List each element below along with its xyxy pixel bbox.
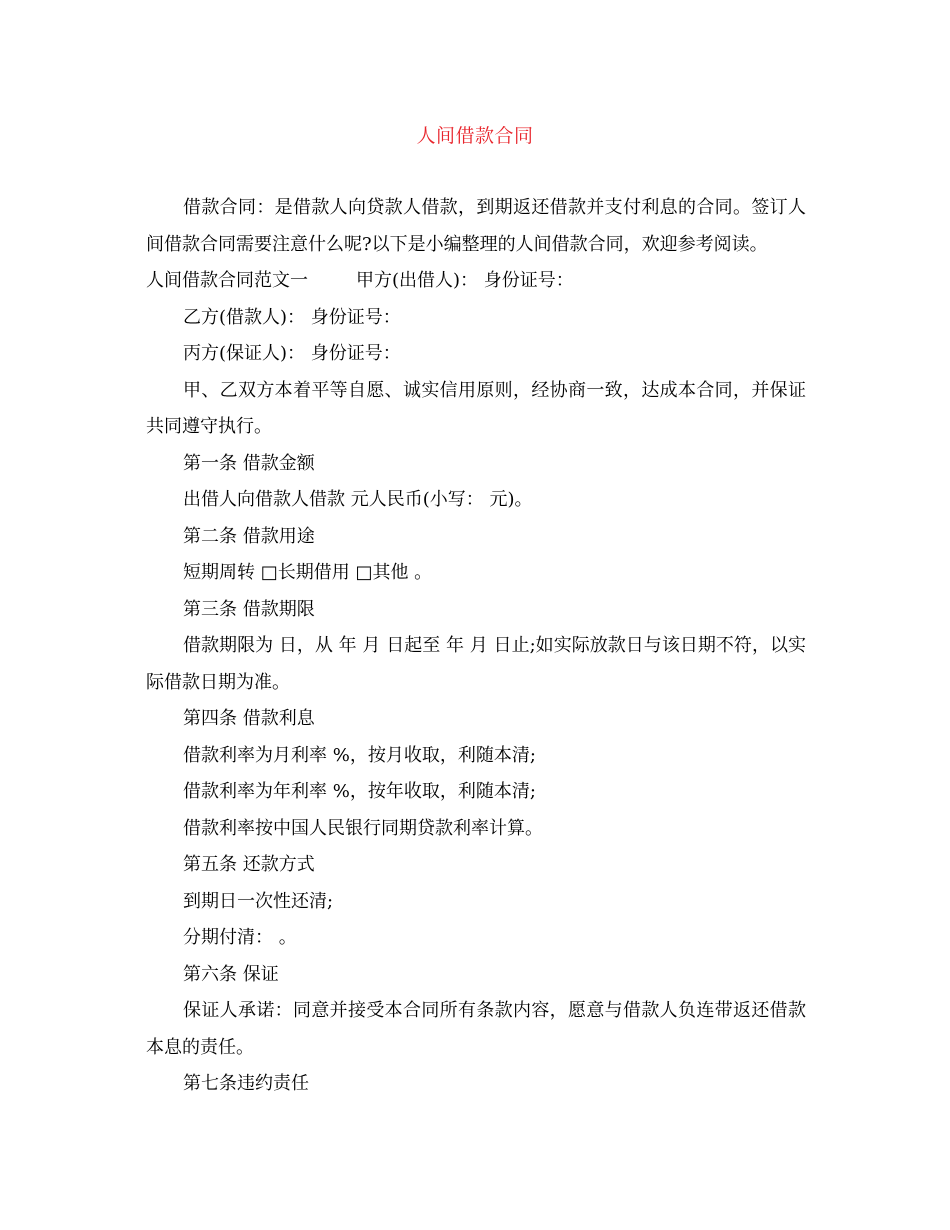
article-3-heading: 第三条 借款期限	[183, 598, 315, 620]
article-1-text: 出借人向借款人借款 元人民币(小写： 元)。	[183, 489, 533, 510]
sample-heading: 人间借款合同范文一	[146, 270, 308, 291]
article-6-text: 保证人承诺：同意并接受本合同所有条款内容，愿意与借款人负连带返还借款本息的责任。	[146, 1000, 806, 1058]
article-4-monthly: 借款利率为月利率 %，按月收取，利随本清;	[183, 744, 536, 766]
article-2-heading: 第二条 借款用途	[183, 525, 315, 547]
article-6-heading: 第六条 保证	[183, 963, 279, 985]
sample-heading-line	[146, 263, 806, 300]
article-2-text: 短期周转 □长期借用 □其他 。	[183, 562, 433, 583]
party-a-line: 甲方(出借人)： 身份证号：	[356, 270, 574, 291]
article-5-heading: 第五条 还款方式	[183, 854, 315, 875]
article-1-heading: 第一条 借款金额	[183, 452, 315, 474]
principle-paragraph: 甲、乙双方本着平等自愿、诚实信用原则，经协商一致，达成本合同，并保证共同遵守执行。	[146, 379, 806, 437]
document-body	[146, 190, 806, 1103]
article-3-text: 借款期限为 日，从 年 月 日起至 年 月 日止;如实际放款日与该日期不符，以实际借款日期为准。	[146, 635, 806, 693]
article-5-installment: 分期付清： 。	[183, 927, 297, 948]
document-title: 人间借款合同	[416, 125, 534, 147]
article-7-heading: 第七条违约责任	[183, 1073, 309, 1094]
intro-paragraph: 借款合同：是借款人向贷款人借款，到期返还借款并支付利息的合同。签订人间借款合同需要注意什么呢?以下是小编整理的人间借款合同，欢迎参考阅读。	[146, 197, 806, 255]
party-c-line: 丙方(保证人)： 身份证号：	[183, 343, 401, 364]
article-4-pboc: 借款利率按中国人民银行同期贷款利率计算。	[183, 817, 543, 839]
party-b-line: 乙方(借款人)： 身份证号：	[183, 306, 401, 328]
article-4-yearly: 借款利率为年利率 %，按年收取，利随本清;	[183, 781, 536, 802]
article-5-lump-sum: 到期日一次性还清;	[183, 890, 334, 912]
article-4-heading: 第四条 借款利息	[183, 708, 315, 729]
